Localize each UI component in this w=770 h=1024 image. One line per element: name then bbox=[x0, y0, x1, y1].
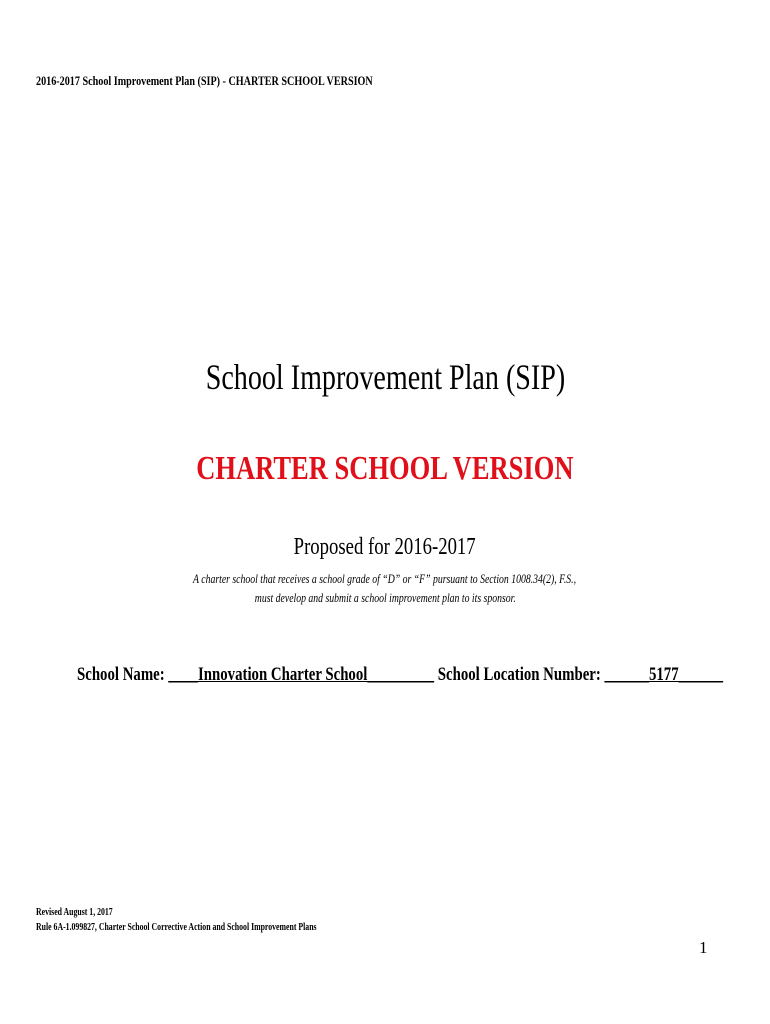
running-header-text: 2016-2017 School Improvement Plan (SIP) - CHARTER SCHOOL VERSION bbox=[36, 73, 373, 88]
school-location-blank-post: ______ bbox=[678, 664, 724, 685]
school-name-blank-post: _________ bbox=[367, 664, 435, 685]
page-number: 1 bbox=[699, 938, 708, 957]
revised-date: Revised August 1, 2017 bbox=[36, 907, 113, 918]
running-header bbox=[36, 73, 468, 89]
version-heading-text: CHARTER SCHOOL VERSION bbox=[196, 450, 574, 487]
proposed-year bbox=[0, 534, 770, 561]
requirement-note-line-1: A charter school that receives a school grade of “D” or “F” pursuant to Section 1008.34(2), F.S., bbox=[193, 572, 577, 586]
school-name-blank-pre: ____ bbox=[168, 664, 199, 685]
version-heading bbox=[0, 450, 770, 488]
page-footer bbox=[36, 905, 396, 935]
document-title bbox=[0, 356, 770, 398]
rule-reference: Rule 6A-1.099827, Charter School Corrective Action and School Improvement Plans bbox=[36, 922, 317, 933]
proposed-year-text: Proposed for 2016-2017 bbox=[294, 534, 476, 560]
document-title-text: School Improvement Plan (SIP) bbox=[205, 357, 565, 397]
school-name-label: School Name: bbox=[77, 664, 169, 685]
school-location-value: 5177 bbox=[648, 664, 679, 685]
school-location-label: School Location Number: bbox=[434, 664, 605, 685]
school-info-line bbox=[77, 664, 770, 686]
requirement-note-line-2: must develop and submit a school improvement plan to its sponsor. bbox=[254, 591, 516, 605]
school-location-blank-pre: ______ bbox=[604, 664, 649, 685]
requirement-note bbox=[0, 570, 770, 608]
school-name-value: Innovation Charter School bbox=[198, 664, 368, 685]
